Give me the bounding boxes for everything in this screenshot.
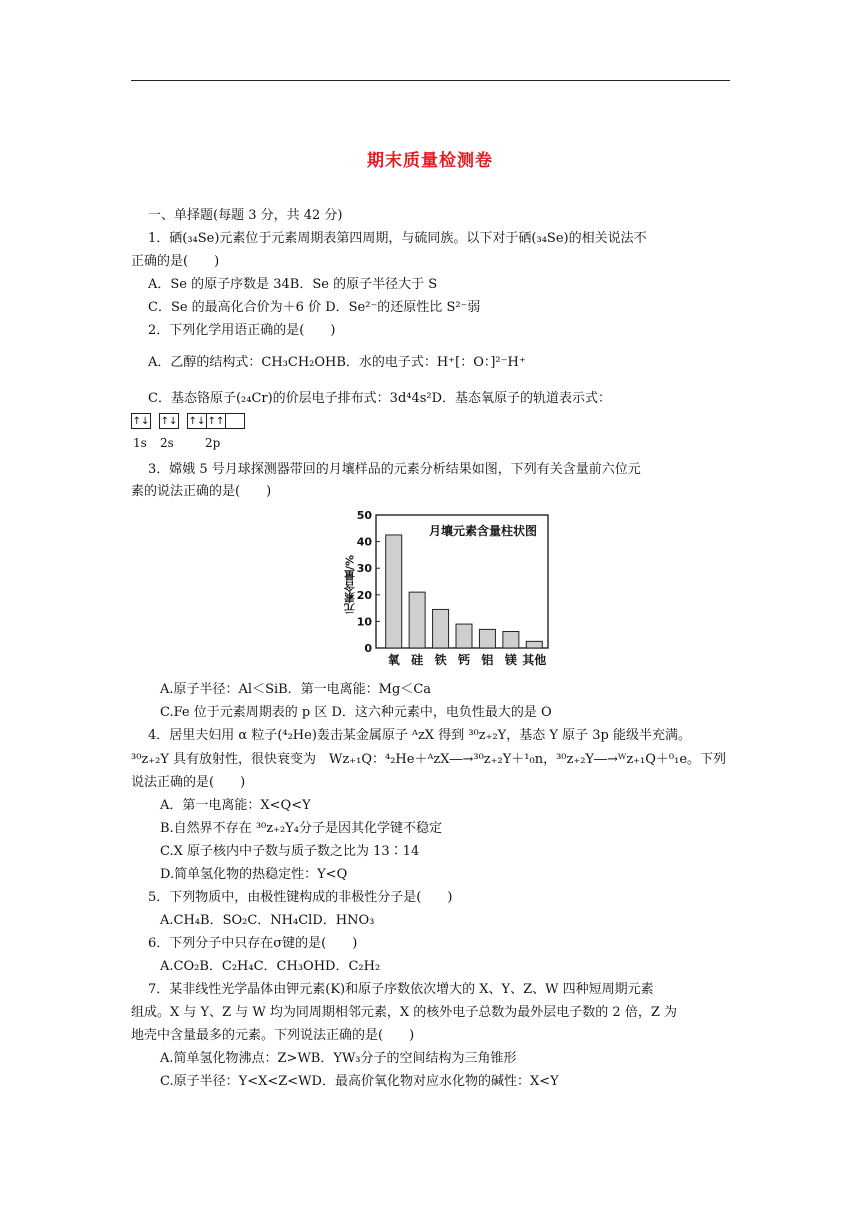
moon-soil-bar-chart <box>334 505 554 670</box>
orbital-box-1s: ↑↓ <box>131 413 151 429</box>
bar-1 <box>409 592 425 648</box>
bar-2 <box>433 609 449 648</box>
y-tick-label: 30 <box>356 562 372 576</box>
q4-stem-line1: 4．居里夫妇用 α 粒子(⁴₂He)轰击某金属原子 ᴬᴢX 得到 ³⁰ᴢ₊₂Y，基态 Y 原子 3p 能级半充满。 <box>148 728 691 743</box>
q3-option-cd: C.Fe 位于元素周期表的 p 区 D．这六种元素中，电负性最大的是 O <box>160 705 552 720</box>
q7-option-ab: A.简单氢化物沸点：Z>WB．YW₃分子的空间结构为三角锥形 <box>160 1051 517 1066</box>
bar-3 <box>456 624 472 648</box>
q4-stem-line2: ³⁰ᴢ₊₂Y 具有放射性，很快衰变为 Wᴢ₊₁Q：⁴₂He＋ᴬᴢX―→³⁰ᴢ₊₂Y＋¹₀n，³⁰ᴢ₊₂Y―→ᵂᴢ₊₁Q＋⁰₁e。下列 <box>131 752 727 767</box>
x-tick-label: 氧 <box>387 653 400 667</box>
q7-stem-line3: 地壳中含量最多的元素。下列说法正确的是( ) <box>131 1028 415 1043</box>
q4-option-c: C.X 原子核内中子数与质子数之比为 13∶14 <box>160 844 420 859</box>
chart-title: 月壤元素含量柱状图 <box>428 524 538 538</box>
bar-5 <box>503 632 519 648</box>
q2-option-ab: A．乙醇的结构式：CH₃CH₂OHB．水的电子式：H⁺[：O：]²⁻H⁺ <box>148 355 526 370</box>
q4-option-a: A．第一电离能：X<Q<Y <box>160 798 311 813</box>
y-tick-label: 50 <box>356 509 372 522</box>
orbital-label-2s: 2s <box>160 436 174 450</box>
q1-option-ab: A．Se 的原子序数是 34B．Se 的原子半径大于 S <box>148 277 438 292</box>
orbital-box-2p-3 <box>225 413 245 429</box>
orbital-label-1s: 1s <box>133 436 147 450</box>
bar-0 <box>386 535 402 648</box>
section-heading: 一、单择题(每题 3 分，共 42 分) <box>148 208 343 223</box>
q4-option-b: B.自然界不存在 ³⁰ᴢ₊₂Y₄分子是因其化学键不稳定 <box>160 821 442 836</box>
orbital-label-2p: 2p <box>205 436 221 450</box>
x-tick-label: 铝 <box>481 653 494 667</box>
q6-options: A.CO₂B．C₂H₄C．CH₃OHD．C₂H₂ <box>160 959 381 974</box>
y-axis-label: 元素含量/% <box>343 554 357 614</box>
bar-6 <box>526 641 542 648</box>
q1-stem-line1: 1．硒(₃₄Se)元素位于元素周期表第四周期，与硫同族。以下对于硒(₃₄Se)的相关说法不 <box>148 231 647 246</box>
x-tick-label: 硅 <box>411 653 424 667</box>
y-tick-label: 0 <box>364 642 372 655</box>
x-tick-label: 铁 <box>434 653 447 667</box>
q7-stem-line1: 7．某非线性光学晶体由钾元素(K)和原子序数依次增大的 X、Y、Z、W 四种短周期元素 <box>148 982 654 997</box>
header-rule <box>131 80 730 81</box>
y-tick-label: 40 <box>356 535 372 549</box>
q7-stem-line2: 组成。X 与 Y、Z 与 W 均为同周期相邻元素，X 的核外电子总数为最外层电子数的 2 倍，Z 为 <box>131 1005 677 1020</box>
orbital-box-2p-1: ↑↓ <box>187 413 207 429</box>
q5-stem: 5．下列物质中，由极性键构成的非极性分子是( ) <box>148 890 453 905</box>
x-tick-label: 镁 <box>504 653 517 667</box>
q4-option-d: D.简单氢化物的热稳定性：Y<Q <box>160 867 348 882</box>
q3-stem-line1: 3．嫦娥 5 号月球探测器带回的月壤样品的元素分析结果如图，下列有关含量前六位元 <box>148 462 641 477</box>
x-tick-label: 其他 <box>522 653 547 667</box>
q3-option-ab: A.原子半径：Al＜SiB．第一电离能：Mg＜Ca <box>160 682 432 697</box>
page-title: 期末质量检测卷 <box>367 151 493 171</box>
y-tick-label: 20 <box>356 588 372 602</box>
q1-stem-line2: 正确的是( ) <box>131 254 220 269</box>
orbital-box-2p-2: ↑↑ <box>206 413 226 429</box>
bar-4 <box>479 629 495 648</box>
q6-stem: 6．下列分子中只存在σ键的是( ) <box>148 936 358 951</box>
q2-stem: 2．下列化学用语正确的是( ) <box>148 323 336 338</box>
q1-option-cd: C．Se 的最高化合价为＋6 价 D．Se²⁻的还原性比 S²⁻弱 <box>148 300 481 315</box>
q3-stem-line2: 素的说法正确的是( ) <box>131 484 272 499</box>
q2-option-cd: C．基态铬原子(₂₄Cr)的价层电子排布式：3d⁴4s²D．基态氧原子的轨道表示式： <box>148 391 612 406</box>
orbital-box-2s: ↑↓ <box>159 413 179 429</box>
q7-option-cd: C.原子半径：Y<X<Z<WD．最高价氧化物对应水化物的碱性：X<Y <box>160 1074 559 1089</box>
q5-options: A.CH₄B．SO₂C．NH₄ClD．HNO₃ <box>160 913 375 928</box>
q4-stem-line3: 说法正确的是( ) <box>131 775 246 790</box>
x-tick-label: 钙 <box>457 653 471 667</box>
y-tick-label: 10 <box>356 615 372 629</box>
